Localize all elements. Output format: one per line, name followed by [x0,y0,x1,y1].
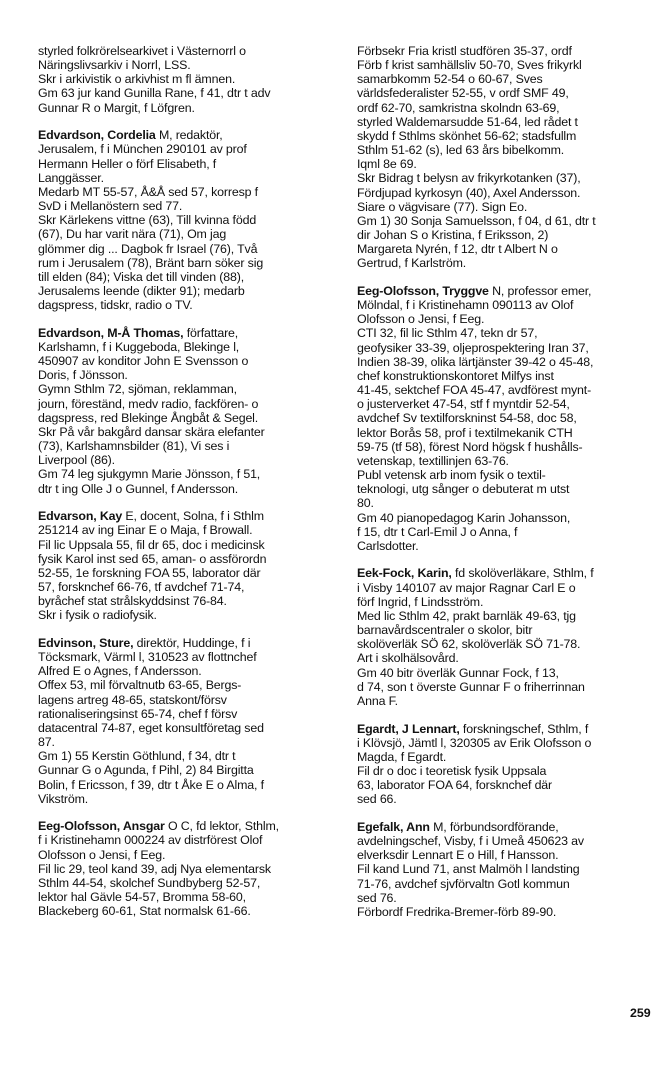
entry-line: teknologi, utg sånger o debuterat m utst [357,482,570,497]
entry-line: Näringslivsarkiv i Norrl, LSS. [38,58,191,73]
entry-line: Gymn Sthlm 72, sjöman, reklamman, [38,382,237,397]
entry-first-line-text: direktör, Huddinge, f i [133,635,251,650]
entry-line: lektor hal Gävle 54-57, Bromma 58-60, [38,890,246,905]
entry-line: Förbordf Fredrika-Bremer-förb 89-90. [357,904,557,919]
entry-line: lektor Borås 58, prof i textilmekanik CTH [357,425,573,440]
entry-line: byråchef stat strålskyddsinst 76-84. [38,594,227,609]
entry-line: SvD i Mellanöstern sed 77. [38,199,183,214]
entry-line: sed 66. [357,792,397,807]
entry-line: Langgässer. [38,170,104,185]
entry-name: Eek-Fock, Karin, [357,566,452,581]
entry-line: Gertrud, f Karlström. [357,256,467,271]
entry-line: journ, föreständ, medv radio, fackfören- o [38,396,259,411]
entry-line: 59-75 (tf 58), förest Nord högsk f hushålls- [357,439,583,454]
entry-line: Olofsson o Jensi, f Eeg. [38,847,166,862]
entry-line: Gunnar G o Agunda, f Pihl, 2) 84 Birgitta [38,763,254,778]
entry-line: Skr Bidrag t belysn av frikyrkotanken (37), [357,171,581,186]
entry-line: 87. [38,735,55,750]
entry-first-line-text: forskningschef, Sthlm, f [459,721,589,736]
entry-line: Skr På vår bakgård dansar skära elefanter [38,424,265,439]
entry-line: avdelningschef, Visby, f i Umeå 450623 av [357,834,584,849]
entry-line: Fil lic Uppsala 55, fil dr 65, doc i medicinsk [38,537,265,552]
entry-line: dagspress, tidskr, radio o TV. [38,298,193,313]
entry-line: Indien 38-39, olika lärtjänster 39-42 o 45-48, [357,354,594,369]
entry-line: Fil lic 29, teol kand 39, adj Nya elementarsk [38,861,271,876]
entry-line: Sthlm 44-54, skolchef Sundbyberg 52-57, [38,875,261,890]
entry-line: skolöverläk SÖ 62, skolöverläk SÖ 71-78. [357,637,581,652]
entry-line: (67), Du har varit nära (71), Om jag [38,227,227,242]
entry-line: dagspress, red Blekinge Ångbåt & Segel. [38,410,259,425]
entry-line: 251214 av ing Einar E o Maja, f Browall. [38,523,253,538]
entry-line: barnavårdscentraler o skolor, bitr [357,623,533,638]
entry-line: rum i Jerusalem (78), Bränt barn söker sig [38,255,264,270]
entry-line [38,128,342,142]
entry-line: Anna F. [357,693,398,708]
biography-entry [38,819,342,918]
entry-first-line-text: M, redaktör, [155,128,223,143]
entry-line: förf Ingrid, f Lindsström. [357,594,484,609]
entry-line: 80. [357,496,374,511]
entry-line: världsfederalister 52-55, v ordf SMF 49, [357,86,569,101]
page-number: 259 [630,1006,651,1020]
entry-line: Blackeberg 60-61, Stat normalsk 61-66. [38,904,251,919]
entry-line: Margareta Nyrén, f 12, dtr t Albert N o [357,242,558,257]
entry-line: f i Kristinehamn 000224 av distrförest Olof [38,833,263,848]
entry-first-line-text: N, professor emer, [488,284,592,298]
entry-first-line-text: M, förbundsordförande, [429,819,559,834]
entry-line: dtr t ing Olle J o Gunnel, f Andersson. [38,481,239,496]
entry-line: sed 76. [357,890,397,905]
entry-name: Edvinson, Sture, [38,635,134,650]
entry-line [38,326,342,340]
entry-line: Gm 40 bitr överläk Gunnar Fock, f 13, [357,665,559,680]
entry-line: Carlsdotter. [357,538,419,553]
entry-line: 41-45, sektchef FOA 45-47, avdförest mynt- [357,383,592,398]
entry-line: Med lic Sthlm 42, prakt barnläk 49-63, tjg [357,608,576,623]
entry-line: f 15, dtr t Carl-Emil J o Anna, f [357,524,518,539]
entry-line: vetenskap, textillinjen 63-76. [357,453,509,468]
entry-line: 71-76, avdchef sjvförvaltn Gotl kommun [357,876,570,891]
entry-line: chef konstruktionskontoret Milfys inst [357,368,554,383]
entry-line: Jerusalems leende (dikter 91); medarb [38,284,245,298]
entry-line: CTI 32, fil lic Sthlm 47, tekn dr 57, [357,326,538,341]
entry-name: Eeg-Olofsson, Tryggve [357,284,489,298]
biography-entry [357,566,661,708]
entry-line: Gm 1) 55 Kerstin Göthlund, f 34, dtr t [38,749,236,764]
entry-line: Jerusalem, f i München 290101 av prof [38,142,247,157]
entry-line: avdchef Sv textilforskninst 54-58, doc 58, [357,411,577,426]
entry-line: Skr i arkivistik o arkivhist m fl ämnen. [38,72,236,87]
entry-name: Egardt, J Lennart, [357,721,460,736]
entry-line: 52-55, 1e forskning FOA 55, laborator där [38,565,261,580]
biography-entry [357,44,661,271]
entry-line: Bolin, f Ericsson, f 39, dtr t Åke E o Alma, f [38,777,264,792]
entry-line [38,636,342,650]
left-column [38,44,342,932]
entry-line: fysik Karol inst sed 65, aman- o assförordn [38,551,267,566]
entry-line: dir Johan S o Kristina, f Eriksson, 2) [357,228,549,243]
entry-line: Skr i fysik o radiofysik. [38,608,157,623]
entry-line: lagens artreg 48-65, statskont/försv [38,692,227,707]
entry-line: d 74, son t överste Gunnar F o friherrinnan [357,679,585,694]
entry-line: Medarb MT 55-57, Å&Å sed 57, korresp f [38,184,258,199]
biography-entry [38,128,342,312]
entry-line: Olofsson o Jensi, f Eeg. [357,312,485,327]
entry-line: Offex 53, mil förvaltnutb 63-65, Bergs- [38,678,242,693]
entry-line: styrled folkrörelsearkivet i Västernorrl o [38,44,246,58]
entry-line: Art i skolhälsovård. [357,651,459,666]
entry-line: 57, forsknchef 66-76, tf avdchef 71-74, [38,579,245,594]
entry-line: Gm 40 pianopedagog Karin Johansson, [357,510,571,525]
entry-line: i Klövsjö, Jämtl l, 320305 av Erik Olofsson o [357,735,592,750]
entry-first-line-text: O C, fd lektor, Sthlm, [164,819,279,834]
entry-line: Hermann Heller o förf Elisabeth, f [38,156,217,171]
entry-line [357,566,661,580]
entry-line: Siare o vägvisare (77). Sign Eo. [357,199,528,214]
entry-line: Iqml 8e 69. [357,157,417,172]
entry-line: Fil kand Lund 71, anst Malmöh l landsting [357,862,580,877]
biography-entry [357,284,661,553]
entry-line: Karlshamn, f i Kuggeboda, Blekinge l, [38,339,240,354]
entry-line: Fördjupad kyrkosyn (40), Axel Andersson. [357,185,581,200]
entry-line: Förbsekr Fria kristl studfören 35-37, ordf [357,44,572,58]
entry-line [38,819,342,833]
entry-name: Edvarson, Kay [38,509,123,524]
entry-line: till elden (84); Viska det till vinden (88), [38,269,244,284]
right-column [357,44,661,933]
entry-line: geofysiker 33-39, oljeprospektering Iran 37, [357,340,589,355]
entry-line: Gunnar R o Margit, f Löfgren. [38,100,195,115]
entry-line: elverksdir Lennart E o Hill, f Hansson. [357,848,559,863]
entry-line: 63, laborator FOA 64, forsknchef där [357,778,553,793]
entry-line [38,509,342,523]
entry-line [357,284,661,298]
entry-line: rationaliseringsinst 65-74, chef f försv [38,706,238,721]
entry-line: Liverpool (86). [38,453,115,468]
entry-first-line-text: fd skolöverläkare, Sthlm, f [451,566,594,581]
entry-line: o justerverket 47-54, stf f myntdir 52-54, [357,397,570,412]
biography-entry [38,44,342,115]
entry-line: Töcksmark, Värml l, 310523 av flottnchef [38,650,257,665]
entry-line: Magda, f Egardt. [357,749,447,764]
entry-line [357,722,661,736]
entry-line: Gm 1) 30 Sonja Samuelsson, f 04, d 61, dtr t [357,213,596,228]
entry-line [357,820,661,834]
biography-entry [38,509,342,622]
entry-line: Doris, f Jönsson. [38,368,128,383]
entry-name: Eeg-Olofsson, Ansgar [38,819,165,834]
entry-first-line-text: E, docent, Solna, f i Sthlm [122,509,264,524]
entry-name: Egefalk, Ann [357,819,430,834]
entry-line: styrled Waldemarsudde 51-64, led rådet t [357,114,578,129]
entry-name: Edvardson, M-Å Thomas, [38,325,184,340]
entry-line: Vikström. [38,791,89,806]
biography-entry [38,636,342,806]
entry-line: glömmer dig ... Dagbok fr Israel (76), Två [38,241,258,256]
entry-line: i Visby 140107 av major Ragnar Carl E o [357,580,576,595]
entry-line: datacentral 74-87, eget konsultföretag sed [38,720,264,735]
entry-line: ordf 62-70, samkristna skolndn 63-69, [357,100,560,115]
entry-line: Fil dr o doc i teoretisk fysik Uppsala [357,764,547,778]
entry-line: Gm 63 jur kand Gunilla Rane, f 41, dtr t adv [38,86,271,101]
entry-line: Sthlm 51-62 (s), led 63 års bibelkomm. [357,143,565,158]
biography-entry [357,722,661,807]
biography-entry [38,326,342,496]
entry-name: Edvardson, Cordelia [38,128,156,143]
entry-line: skydd f Sthlms skönhet 56-62; stadsfullm [357,128,577,143]
entry-first-line-text: författare, [183,325,239,340]
entry-line: Publ vetensk arb inom fysik o textil- [357,468,546,483]
entry-line: Mölndal, f i Kristinehamn 090113 av Olof [357,298,574,313]
entry-line: Förb f krist samhällsliv 50-70, Sves frikyrkl [357,58,582,73]
entry-line: Gm 74 leg sjukgymn Marie Jönsson, f 51, [38,467,261,482]
biography-entry [357,820,661,919]
entry-line: samarbkomm 52-54 o 60-67, Sves [357,72,543,87]
entry-line: 450907 av konditor John E Svensson o [38,354,249,369]
entry-line: (73), Karlshamnsbilder (81), Vi ses i [38,439,230,454]
entry-line: Alfred E o Agnes, f Andersson. [38,664,202,679]
entry-line: Skr Kärlekens vittne (63), Till kvinna född [38,213,257,228]
